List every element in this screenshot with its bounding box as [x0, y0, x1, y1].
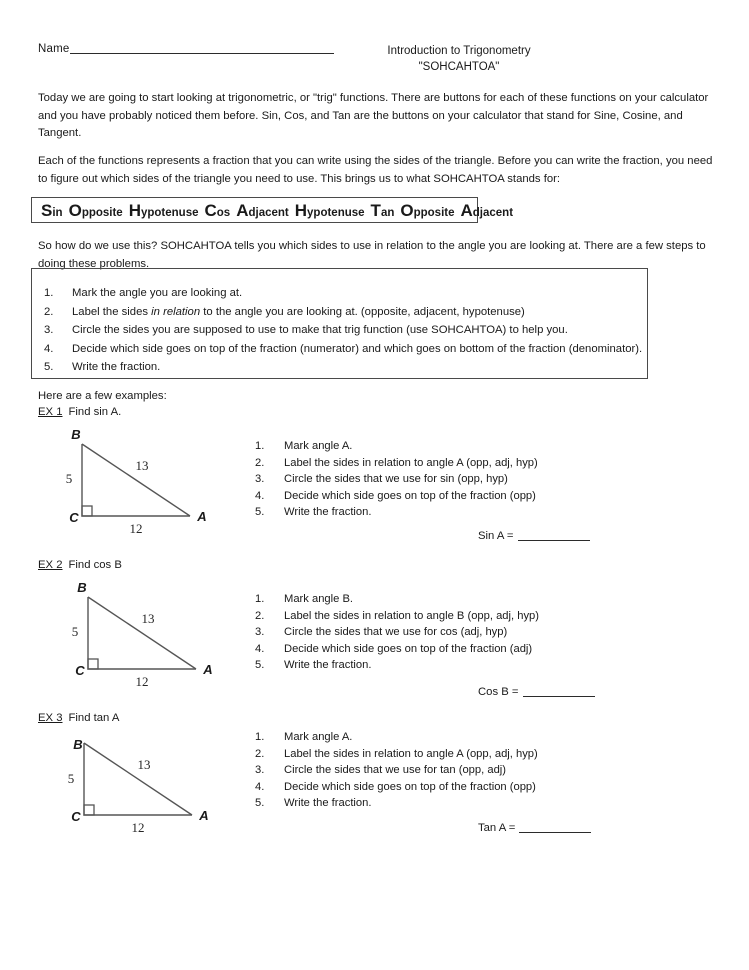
- steps-list-item: [44, 284, 654, 303]
- sohcahtoa-word-rest: ypotenuse: [140, 206, 199, 219]
- answer-blank-rule[interactable]: [519, 822, 591, 833]
- name-label: Name: [38, 43, 70, 55]
- example-step-item: [255, 488, 585, 505]
- example-1-answer-field[interactable]: [478, 530, 590, 542]
- intro-paragraph-2: Each of the functions represents a fraction that you can write using the sides of the triangle. Before you can write the fraction, you need to figure out which sides of the triangle you need to use. This brings us to what SOHCAHTOA stands for:: [38, 155, 713, 185]
- step-text: [72, 303, 654, 322]
- name-blank-rule[interactable]: [70, 43, 334, 54]
- sohcahtoa-cap-letter: O: [68, 200, 82, 220]
- example-1-label: [38, 406, 121, 418]
- step-number: 1.: [44, 287, 54, 299]
- steps-list: [44, 284, 654, 377]
- step-text-emphasis: in relation: [151, 305, 201, 318]
- sohcahtoa-word-cos: [205, 202, 231, 219]
- sohcahtoa-word-rest: os: [216, 206, 231, 219]
- vertex-label-a: A: [197, 509, 207, 524]
- sohcahtoa-cap-letter: C: [204, 200, 217, 220]
- step-text: Label the sides in relation to angle B (opp, adj, hyp): [284, 609, 539, 622]
- example-step-item: [255, 455, 585, 472]
- triangle-hypotenuse: [88, 597, 196, 669]
- vertex-label-b: B: [73, 737, 83, 752]
- example-step-item: [255, 591, 585, 608]
- step-number: 5.: [255, 797, 265, 809]
- steps-list-item: [44, 321, 654, 340]
- step-number: 3.: [255, 764, 265, 776]
- step-text: Decide which side goes on top of the fraction (numerator) and which goes on bottom of the fraction (denominator).: [72, 342, 643, 355]
- step-text: Circle the sides you are supposed to use to make that trig function (use SOHCAHTOA) to help you.: [72, 324, 568, 336]
- sohcahtoa-cap-letter: O: [400, 200, 414, 220]
- example-step-item: [255, 504, 585, 521]
- sohcahtoa-word-rest: djacent: [248, 206, 289, 219]
- step-text: Write the fraction.: [284, 659, 372, 671]
- example-2-steps: [255, 591, 585, 674]
- steps-list-item: [44, 358, 654, 377]
- sohcahtoa-definition-box: [31, 197, 514, 223]
- example-step-item: [255, 779, 585, 796]
- step-number: 3.: [44, 324, 54, 336]
- example-step-item: [255, 624, 585, 641]
- intro-paragraph-3: So how do we use this? SOHCAHTOA tells you which sides to use in relation to the angle you are looking at. There are a few steps to doing these problems.: [38, 240, 706, 270]
- step-number: 3.: [255, 473, 265, 485]
- vertex-label-c: C: [75, 663, 85, 678]
- step-text: Label the sides in relation to angle A (opp, adj, hyp): [284, 747, 538, 760]
- step-number: 1.: [255, 440, 265, 452]
- example-step-item: [255, 657, 585, 674]
- side-length-horizontal: 12: [129, 521, 143, 536]
- step-number: 5.: [255, 659, 265, 671]
- example-1-tag: EX 1: [38, 406, 63, 418]
- example-3-tag: EX 3: [38, 712, 63, 724]
- step-text: Circle the sides that we use for tan (opp, adj): [284, 764, 506, 776]
- sohcahtoa-word-sin: [41, 202, 63, 219]
- example-step-item: [255, 471, 585, 488]
- step-text: Mark angle A.: [284, 440, 353, 452]
- example-step-item: [255, 641, 585, 658]
- example-step-item: [255, 438, 585, 455]
- step-number: 2.: [255, 747, 265, 760]
- vertex-label-b: B: [77, 581, 87, 595]
- sohcahtoa-cap-letter: H: [294, 200, 308, 220]
- sohcahtoa-word-hypotenuse-2: [295, 202, 365, 219]
- step-text: Mark angle B.: [284, 593, 354, 605]
- example-step-item: [255, 762, 585, 779]
- vertex-label-c: C: [71, 809, 81, 824]
- step-number: 2.: [44, 305, 54, 318]
- step-text: Decide which side goes on top of the fraction (opp): [284, 489, 536, 502]
- step-text: Mark angle A.: [284, 731, 353, 743]
- example-3-label: [38, 712, 119, 724]
- sohcahtoa-cap-letter: S: [41, 200, 53, 220]
- document-title-block: [318, 43, 600, 75]
- answer-blank-rule[interactable]: [523, 686, 595, 697]
- vertex-label-a: A: [199, 808, 209, 823]
- step-text-pre: Label the sides: [72, 305, 152, 318]
- step-text: Decide which side goes on top of the fraction (adj): [284, 642, 533, 655]
- side-length-horizontal: 12: [135, 674, 149, 689]
- example-1-prompt: Find sin A.: [68, 406, 122, 418]
- example-3-prompt: Find tan A: [68, 712, 120, 724]
- step-text: Circle the sides that we use for cos (adj, hyp): [284, 626, 508, 638]
- example-2-prompt: Find cos B: [68, 559, 122, 571]
- side-length-hypotenuse: 13: [137, 757, 151, 772]
- sohcahtoa-word-opposite-2: [400, 202, 454, 219]
- sohcahtoa-word-rest: djacent: [472, 206, 514, 219]
- right-angle-marker: [88, 659, 98, 669]
- sohcahtoa-cap-letter: T: [370, 200, 381, 220]
- examples-lead-in: Here are a few examples:: [38, 390, 167, 402]
- right-angle-marker: [84, 805, 94, 815]
- sohcahtoa-cap-letter: H: [128, 200, 141, 220]
- step-number: 3.: [255, 626, 265, 638]
- name-field[interactable]: [38, 43, 334, 55]
- vertex-label-b: B: [71, 428, 81, 442]
- example-2-tag: EX 2: [38, 559, 63, 571]
- sohcahtoa-word-rest: pposite: [81, 206, 123, 219]
- step-text: Circle the sides that we use for sin (opp, hyp): [284, 473, 508, 485]
- triangle-hypotenuse: [82, 444, 190, 516]
- intro-paragraph-1: Today we are going to start looking at trigonometric, or "trig" functions. There are buttons for each of these functions on your calculator and you have probably noticed them before. Sin, Cos, and Tan are the buttons on your calculator that stand for Sine, Cosine, and Tangent.: [38, 92, 709, 139]
- step-number: 5.: [44, 361, 54, 373]
- side-length-vertical: 5: [71, 624, 79, 639]
- side-length-hypotenuse: 13: [135, 458, 149, 473]
- side-length-horizontal: 12: [131, 820, 145, 835]
- example-2-label: [38, 559, 122, 571]
- example-step-item: [255, 729, 585, 746]
- example-3-steps: [255, 729, 585, 812]
- example-step-item: [255, 795, 585, 812]
- side-length-hypotenuse: 13: [141, 611, 155, 626]
- sohcahtoa-word-tan: [371, 202, 395, 219]
- sohcahtoa-word-rest: ypotenuse: [307, 206, 365, 219]
- example-step-item: [255, 608, 585, 625]
- step-number: 1.: [255, 593, 265, 605]
- triangle-hypotenuse: [84, 743, 192, 815]
- step-text: Label the sides in relation to angle A (opp, adj, hyp): [284, 456, 538, 469]
- sohcahtoa-cap-letter: A: [236, 200, 249, 220]
- sohcahtoa-word-opposite-1: [69, 202, 123, 219]
- example-3-answer-field[interactable]: [478, 822, 591, 834]
- page-title: Introduction to Trigonometry: [387, 45, 531, 57]
- sohcahtoa-word-rest: pposite: [413, 206, 455, 219]
- sohcahtoa-word-adjacent-1: [236, 202, 289, 219]
- step-text: Write the fraction.: [284, 506, 372, 518]
- answer-blank-rule[interactable]: [518, 530, 590, 541]
- step-number: 1.: [255, 731, 265, 743]
- answer-label: Cos B =: [478, 686, 519, 698]
- step-number: 2.: [255, 456, 265, 469]
- vertex-label-a: A: [203, 662, 213, 677]
- example-1-steps: [255, 438, 585, 521]
- step-number: 5.: [255, 506, 265, 518]
- step-text: Write the fraction.: [284, 797, 372, 809]
- right-angle-marker: [82, 506, 92, 516]
- step-text: Mark the angle you are looking at.: [72, 287, 243, 299]
- answer-label: Tan A =: [478, 822, 516, 834]
- sohcahtoa-word-rest: in: [52, 206, 63, 219]
- side-length-vertical: 5: [65, 471, 73, 486]
- vertex-label-c: C: [69, 510, 79, 525]
- side-length-vertical: 5: [67, 771, 75, 786]
- example-1-triangle-figure: [50, 428, 240, 538]
- step-number: 2.: [255, 609, 265, 622]
- example-2-answer-field[interactable]: [478, 686, 595, 698]
- sohcahtoa-word-adjacent-2: [460, 202, 513, 219]
- sohcahtoa-word-rest: an: [380, 206, 395, 219]
- steps-list-item: [44, 303, 654, 322]
- step-text-post: to the angle you are looking at. (opposite, adjacent, hypotenuse): [200, 305, 525, 318]
- step-number: 4.: [44, 342, 54, 355]
- sohcahtoa-cap-letter: A: [460, 200, 473, 220]
- page-subtitle: "SOHCAHTOA": [418, 61, 500, 73]
- sohcahtoa-word-hypotenuse-1: [129, 202, 199, 219]
- step-number: 4.: [255, 642, 265, 655]
- step-number: 4.: [255, 780, 265, 793]
- step-text: Decide which side goes on top of the fraction (opp): [284, 780, 536, 793]
- example-2-triangle-figure: [56, 581, 246, 691]
- example-3-triangle-figure: [52, 733, 242, 843]
- steps-list-item: [44, 340, 654, 359]
- step-number: 4.: [255, 489, 265, 502]
- step-text: Write the fraction.: [72, 361, 161, 373]
- answer-label: Sin A =: [478, 530, 514, 542]
- example-step-item: [255, 746, 585, 763]
